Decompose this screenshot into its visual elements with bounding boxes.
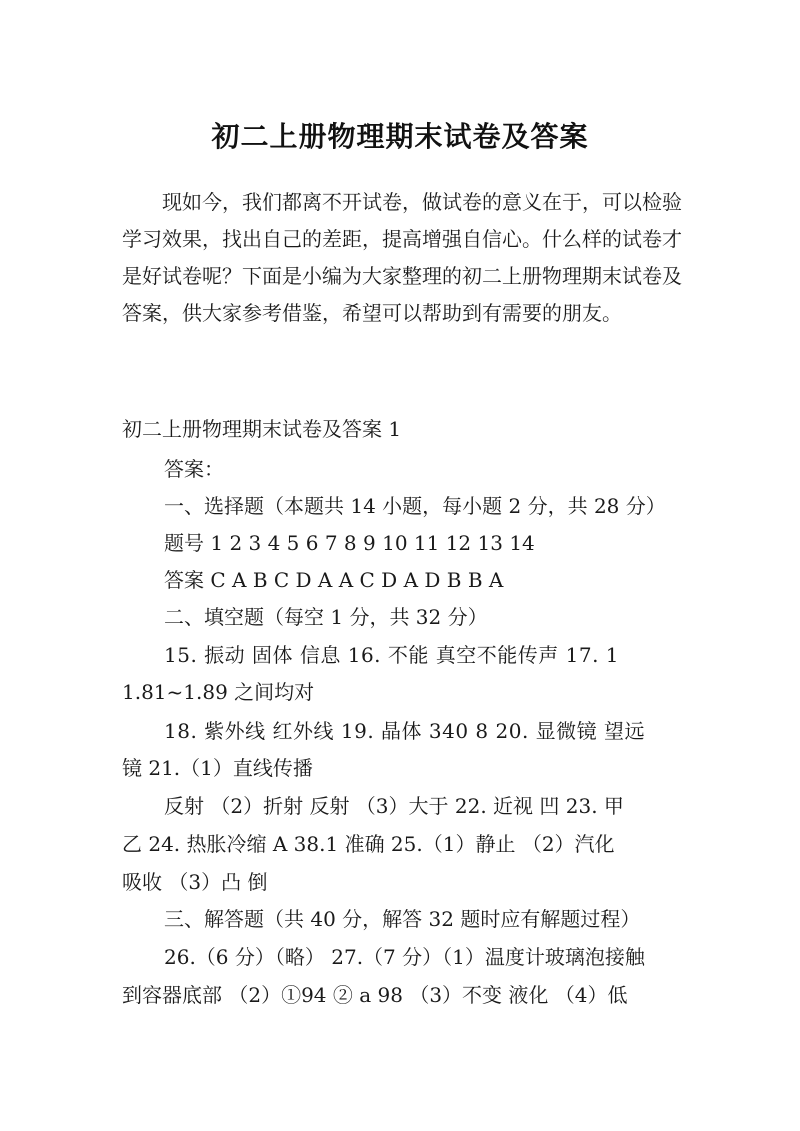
choice-section-heading: 一、选择题（本题共 14 小题，每小题 2 分，共 28 分） [164, 494, 666, 518]
answer-text-line: 到容器底部 （2）①94 ② a 98 （3）不变 液化 （4）低 [122, 983, 628, 1007]
question-number-row: 题号 1 2 3 4 5 6 7 8 9 10 11 12 13 14 [164, 531, 535, 555]
answer-text-line: 镜 21.（1）直线传播 [122, 756, 313, 780]
answer-text-line: 26.（6 分）（略） 27.（7 分）（1）温度计玻璃泡接触 [164, 945, 645, 969]
intro-paragraph: 现如今，我们都离不开试卷，做试卷的意义在于，可以检验学习效果，找出自己的差距，提高增强自信心。什么样的试卷才是好试卷呢？下面是小编为大家整理的初二上册物理期末试卷及答案，供大家参考借鉴，希望可以帮助到有需要的朋友。 [122, 190, 682, 325]
document-title: 初二上册物理期末试卷及答案 [211, 119, 589, 153]
answer-text-line: 15. 振动 固体 信息 16. 不能 真空不能传声 17. 1 [164, 643, 620, 667]
answer-label: 答案： [164, 457, 224, 481]
answer-row: 答案 C A B C D A A C D A D B B A [164, 568, 504, 592]
solution-section-heading: 三、解答题（共 40 分，解答 32 题时应有解题过程） [164, 907, 641, 931]
answer-text-line: 反射 （2）折射 反射 （3）大于 22. 近视 凹 23. 甲 [164, 794, 624, 818]
answer-text-line: 18. 紫外线 红外线 19. 晶体 340 8 20. 显微镜 望远 [164, 719, 646, 743]
answer-text-line: 吸收 （3）凸 倒 [122, 870, 268, 894]
answer-text-line: 1.81~1.89 之间均对 [122, 680, 315, 704]
section-heading: 初二上册物理期末试卷及答案 1 [122, 417, 402, 441]
answer-text-line: 乙 24. 热胀冷缩 A 38.1 准确 25.（1）静止 （2）汽化 [122, 832, 615, 856]
fill-blank-section-heading: 二、填空题（每空 1 分，共 32 分） [164, 605, 488, 629]
